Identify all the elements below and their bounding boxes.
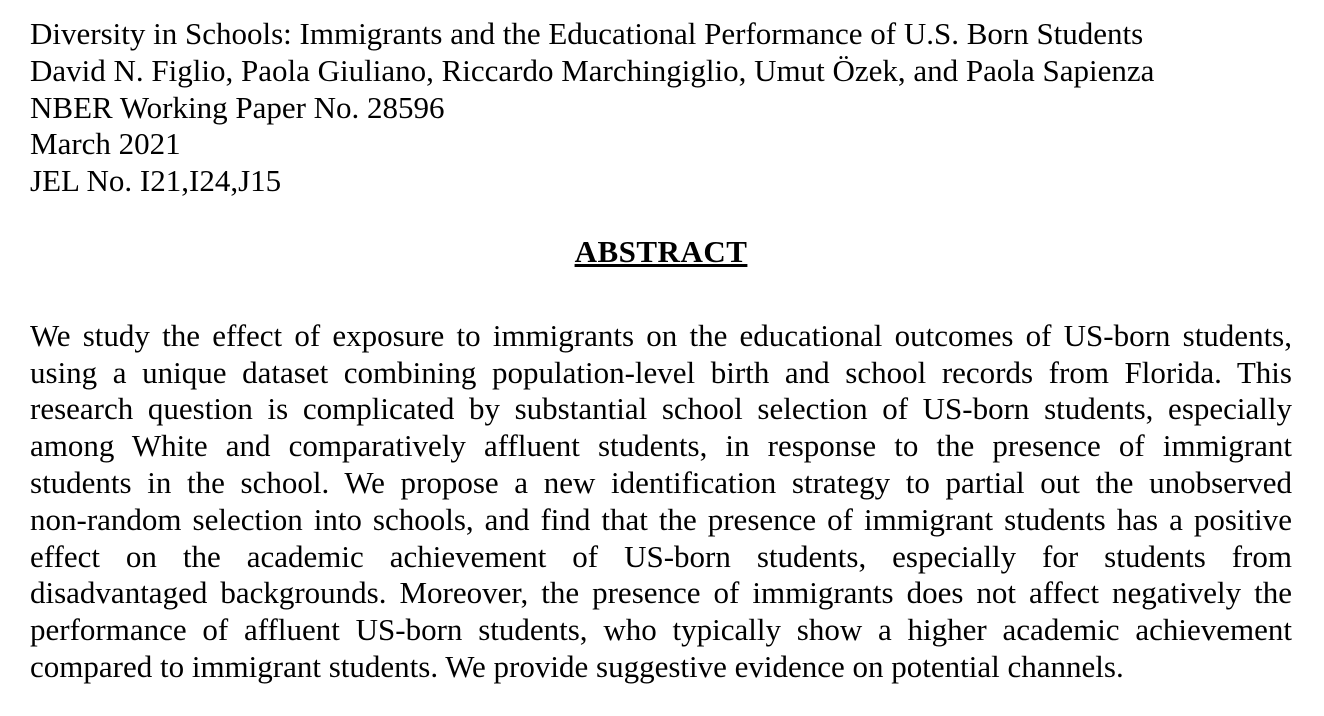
abstract-line: compared to immigrant students. We provide suggestive evidence on potential channels. bbox=[30, 648, 1124, 684]
working-paper-number: NBER Working Paper No. 28596 bbox=[30, 89, 445, 125]
abstract-heading: ABSTRACT bbox=[574, 233, 748, 269]
abstract-line: using a unique dataset combining population-level birth and school records from Florida. This bbox=[30, 354, 1292, 390]
abstract-line: performance of affluent US-born students, who typically show a higher academic achievement bbox=[30, 612, 1292, 648]
paper-header bbox=[30, 16, 1292, 200]
abstract-line: We study the effect of exposure to immigrants on the educational outcomes of US-born students, bbox=[30, 317, 1292, 353]
abstract-line: effect on the academic achievement of US-born students, especially for students from bbox=[30, 538, 1292, 574]
abstract-line: students in the school. We propose a new identification strategy to partial out the unobserved bbox=[30, 464, 1292, 500]
abstract-body bbox=[30, 318, 1292, 686]
abstract-line: disadvantaged backgrounds. Moreover, the presence of immigrants does not affect negatively the bbox=[30, 575, 1292, 611]
abstract-line: among White and comparatively affluent students, in response to the presence of immigrant bbox=[30, 428, 1292, 464]
paper-authors: David N. Figlio, Paola Giuliano, Riccardo Marchingiglio, Umut Özek, and Paola Sapienza bbox=[30, 52, 1155, 88]
publication-date: March 2021 bbox=[30, 126, 181, 162]
abstract-line: research question is complicated by substantial school selection of US-born students, especially bbox=[30, 391, 1292, 427]
paper-title: Diversity in Schools: Immigrants and the Educational Performance of U.S. Born Students bbox=[30, 16, 1144, 51]
jel-codes: JEL No. I21,I24,J15 bbox=[30, 163, 282, 199]
abstract-line: non-random selection into schools, and find that the presence of immigrant students has a positive bbox=[30, 501, 1292, 537]
